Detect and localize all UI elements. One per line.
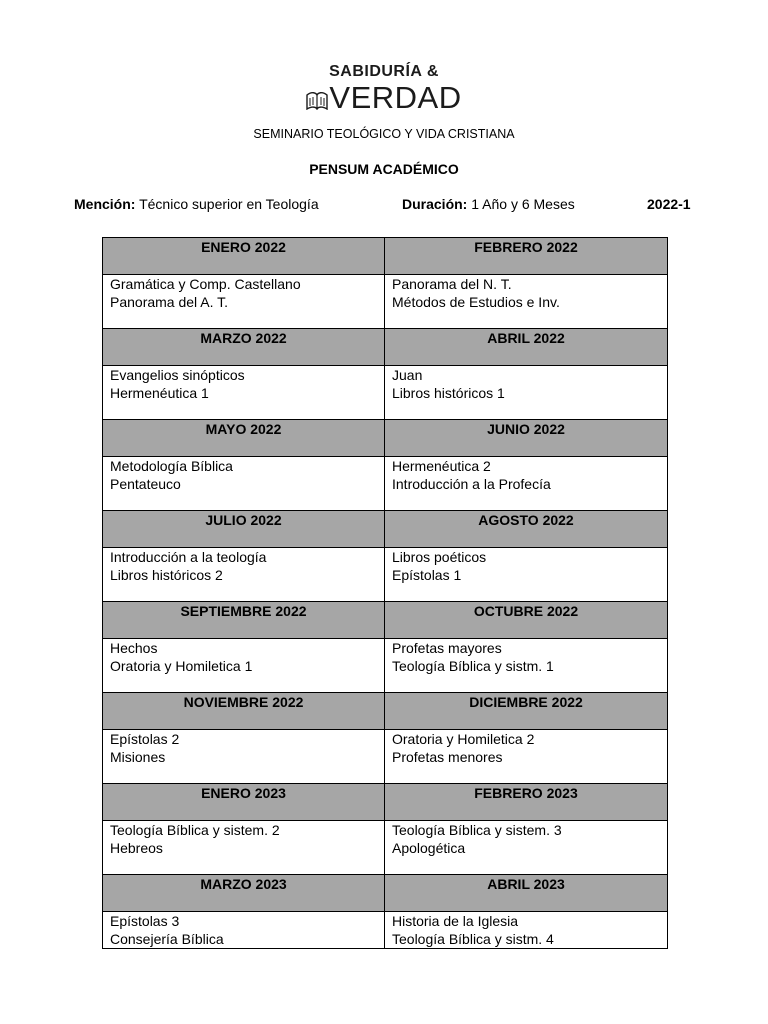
month-header-row [103, 602, 668, 639]
course-row [103, 275, 668, 329]
course-name: Libros históricos 2 [110, 567, 223, 583]
duracion-label: Duración: [402, 196, 468, 212]
course-name: Hermenéutica 1 [110, 385, 209, 401]
month-label: MARZO 2023 [200, 876, 287, 892]
month-label: OCTUBRE 2022 [473, 603, 579, 619]
course-cell [385, 275, 668, 329]
course-cell [385, 821, 668, 875]
course-name: Oratoria y Homiletica 1 [110, 658, 253, 674]
course-name: Hechos [110, 640, 158, 656]
month-header-cell [103, 420, 385, 457]
course-name: Profetas menores [392, 749, 503, 765]
course-name: Misiones [110, 749, 166, 765]
logo-line-2: VERDAD [329, 80, 462, 115]
course-cell [103, 912, 385, 949]
course-row [103, 730, 668, 784]
month-header-cell [385, 420, 668, 457]
month-label: ABRIL 2023 [487, 876, 565, 892]
month-header-cell [385, 602, 668, 639]
month-label: ENERO 2022 [201, 239, 286, 255]
course-name: Teología Bíblica y sistm. 1 [392, 658, 554, 674]
course-name: Epístolas 3 [110, 913, 180, 929]
month-header-cell [103, 602, 385, 639]
course-name: Libros históricos 1 [392, 385, 505, 401]
month-header-row [103, 420, 668, 457]
course-cell [103, 730, 385, 784]
logo-line-1: SABIDURÍA & [329, 63, 439, 80]
course-name: Epístolas 1 [392, 567, 462, 583]
course-name: Pentateuco [110, 476, 181, 492]
month-label: SEPTIEMBRE 2022 [180, 603, 307, 619]
course-name: Juan [392, 367, 423, 383]
month-header-row [103, 875, 668, 912]
course-name: Hebreos [110, 840, 163, 856]
course-cell [103, 548, 385, 602]
seminary-logo [0, 62, 768, 115]
month-label: MARZO 2022 [200, 330, 287, 346]
month-header-cell [103, 784, 385, 821]
month-header-cell [385, 693, 668, 730]
schedule-body [103, 238, 668, 949]
duracion-value: 1 Año y 6 Meses [471, 196, 575, 212]
course-name: Apologética [392, 840, 466, 856]
course-name: Teología Bíblica y sistem. 2 [110, 822, 280, 838]
mencion-line [74, 195, 319, 213]
month-header-row [103, 329, 668, 366]
course-row [103, 821, 668, 875]
duracion-line [402, 195, 575, 213]
document-title: PENSUM ACADÉMICO [309, 161, 459, 177]
month-header-cell [103, 875, 385, 912]
course-cell [385, 366, 668, 420]
course-name: Evangelios sinópticos [110, 367, 245, 383]
course-row [103, 548, 668, 602]
course-cell [103, 821, 385, 875]
course-name: Teología Bíblica y sistm. 4 [392, 931, 554, 947]
course-cell [385, 457, 668, 511]
month-label: ENERO 2023 [201, 785, 286, 801]
course-cell [385, 548, 668, 602]
course-cell [385, 730, 668, 784]
month-header-cell [385, 329, 668, 366]
month-header-cell [385, 238, 668, 275]
month-label: FEBRERO 2023 [474, 785, 578, 801]
month-header-cell [103, 693, 385, 730]
course-name: Oratoria y Homiletica 2 [392, 731, 535, 747]
month-header-cell [103, 238, 385, 275]
course-name: Historia de la Iglesia [392, 913, 519, 929]
month-header-cell [103, 329, 385, 366]
course-cell [103, 366, 385, 420]
course-row [103, 366, 668, 420]
month-header-row [103, 693, 668, 730]
course-cell [103, 639, 385, 693]
mencion-label: Mención: [74, 196, 136, 212]
seminary-name: SEMINARIO TEOLÓGICO Y VIDA CRISTIANA [253, 127, 515, 141]
course-name: Introducción a la teología [110, 549, 267, 565]
month-header-row [103, 238, 668, 275]
schedule-table [102, 237, 668, 949]
month-label: MAYO 2022 [205, 421, 282, 437]
logo-line-2-group [306, 82, 461, 114]
course-row [103, 912, 668, 949]
course-row [103, 457, 668, 511]
month-header-cell [385, 875, 668, 912]
course-name: Panorama del N. T. [392, 276, 512, 292]
course-cell [385, 639, 668, 693]
month-label: AGOSTO 2022 [478, 512, 574, 528]
month-label: DICIEMBRE 2022 [469, 694, 583, 710]
month-label: ABRIL 2022 [487, 330, 565, 346]
course-name: Hermenéutica 2 [392, 458, 491, 474]
course-name: Gramática y Comp. Castellano [110, 276, 301, 292]
academic-period: 2022-1 [647, 196, 691, 212]
month-label: FEBRERO 2022 [474, 239, 578, 255]
mencion-value: Técnico superior en Teología [139, 196, 319, 212]
month-label: JULIO 2022 [205, 512, 282, 528]
course-cell [385, 912, 668, 949]
course-name: Metodología Bíblica [110, 458, 233, 474]
month-header-cell [385, 511, 668, 548]
month-header-cell [103, 511, 385, 548]
course-name: Métodos de Estudios e Inv. [392, 294, 560, 310]
month-header-row [103, 511, 668, 548]
course-name: Consejería Bíblica [110, 931, 224, 947]
course-name: Profetas mayores [392, 640, 502, 656]
month-header-row [103, 784, 668, 821]
course-name: Libros poéticos [392, 549, 487, 565]
course-name: Introducción a la Profecía [392, 476, 551, 492]
course-row [103, 639, 668, 693]
course-name: Epístolas 2 [110, 731, 180, 747]
month-label: NOVIEMBRE 2022 [183, 694, 304, 710]
month-header-cell [385, 784, 668, 821]
open-book-icon [306, 86, 328, 110]
course-name: Teología Bíblica y sistem. 3 [392, 822, 562, 838]
month-label: JUNIO 2022 [487, 421, 565, 437]
course-name: Panorama del A. T. [110, 294, 229, 310]
course-cell [103, 275, 385, 329]
course-cell [103, 457, 385, 511]
